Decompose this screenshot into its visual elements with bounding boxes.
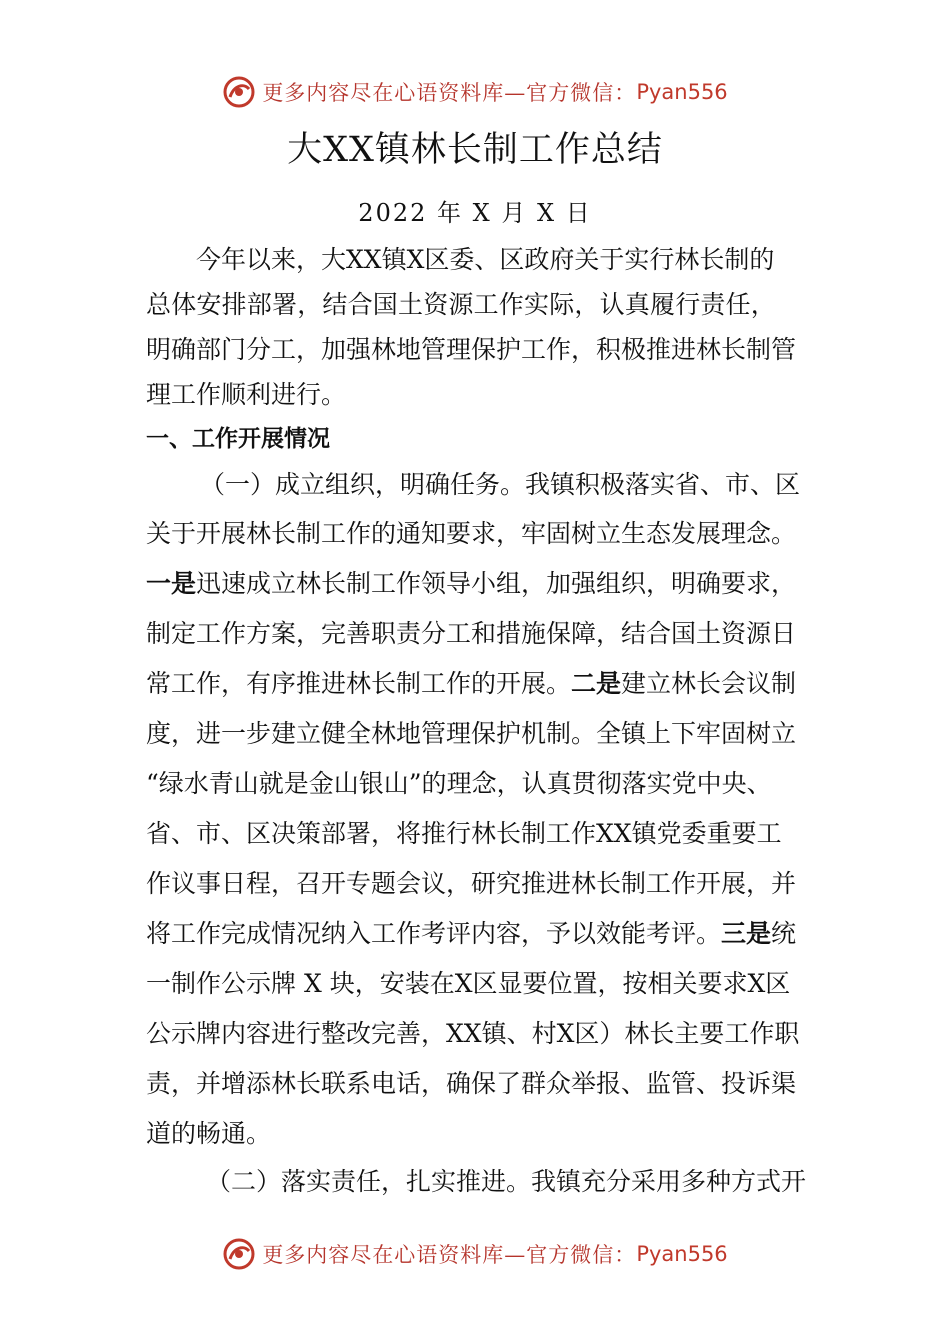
paragraph-line: “绿水青山就是金山银山”的理念，认真贯彻落实党中央、 bbox=[146, 769, 772, 798]
section-heading: 一、工作开展情况 bbox=[146, 426, 330, 452]
emphasis-label: 二是 bbox=[571, 669, 622, 698]
paragraph-line: 明确部门分工，加强林地管理保护工作，积极推进林长制管 bbox=[146, 335, 797, 364]
paragraph-line: 常工作，有序推进林长制工作的开展。二是建立林长会议制 bbox=[146, 669, 797, 698]
document-title: 大XX镇林长制工作总结 bbox=[287, 130, 663, 170]
paragraph-line: 将工作完成情况纳入工作考评内容，予以效能考评。三是统 bbox=[146, 919, 797, 948]
paragraph-line: 制定工作方案，完善职责分工和措施保障，结合国土资源日 bbox=[146, 619, 797, 648]
paragraph-line: 道的畅通。 bbox=[146, 1119, 272, 1148]
watermark-top bbox=[0, 70, 950, 114]
paragraph-line: 一是迅速成立林长制工作领导小组，加强组织，明确要求， bbox=[146, 569, 797, 598]
watermark-id: Pyan556 bbox=[636, 1242, 728, 1266]
paragraph-line: 公示牌内容进行整改完善，XX镇、村X区）林长主要工作职 bbox=[146, 1019, 800, 1048]
paragraph-line: 关于开展林长制工作的通知要求，牢固树立生态发展理念。 bbox=[146, 519, 797, 548]
red-swirl-logo-icon bbox=[222, 1237, 256, 1271]
watermark-bottom bbox=[0, 1232, 950, 1276]
paragraph-line: 一制作公示牌 X 块，安装在X区显要位置，按相关要求X区 bbox=[146, 969, 791, 998]
document-date: 2022 年 X 月 X 日 bbox=[358, 199, 592, 227]
paragraph-line: （一）成立组织，明确任务。我镇积极落实省、市、区 bbox=[200, 470, 801, 499]
paragraph-line: 理工作顺利进行。 bbox=[146, 380, 347, 409]
paragraph-line: 度，进一步建立健全林地管理保护机制。全镇上下牢固树立 bbox=[146, 719, 797, 748]
red-swirl-logo-icon bbox=[222, 75, 256, 109]
paragraph-line: 责，并增添林长联系电话，确保了群众举报、监管、投诉渠 bbox=[146, 1069, 797, 1098]
watermark-text: 更多内容尽在心语资料库—官方微信： bbox=[262, 1243, 637, 1267]
paragraph-line: 省、市、区决策部署，将推行林长制工作XX镇党委重要工 bbox=[146, 819, 782, 848]
paragraph-line: （二）落实责任，扎实推进。我镇充分采用多种方式开 bbox=[206, 1167, 807, 1196]
emphasis-label: 三是 bbox=[721, 919, 772, 948]
paragraph-line: 今年以来，大XX镇X区委、区政府关于实行林长制的 bbox=[196, 245, 775, 274]
paragraph-line: 总体安排部署，结合国土资源工作实际，认真履行责任， bbox=[146, 290, 777, 319]
watermark-text: 更多内容尽在心语资料库—官方微信： bbox=[262, 81, 637, 105]
emphasis-label: 一是 bbox=[146, 569, 197, 598]
paragraph-line: 作议事日程，召开专题会议，研究推进林长制工作开展，并 bbox=[146, 869, 797, 898]
watermark-id: Pyan556 bbox=[636, 80, 728, 104]
